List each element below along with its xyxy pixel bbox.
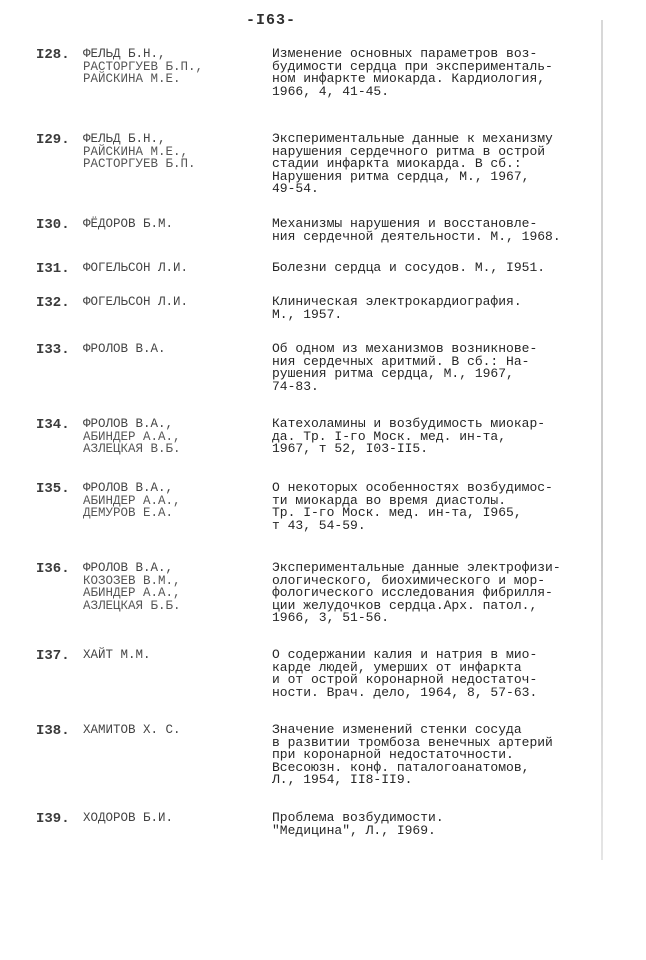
entry-reference bbox=[272, 48, 612, 98]
author-name: ХАМИТОВ Х. С. bbox=[83, 723, 181, 737]
reference-line: Л., 1954, II8-II9. bbox=[272, 772, 413, 787]
reference-line: ния сердечной деятельности. М., 1968. bbox=[272, 228, 561, 244]
reference-line: будимости сердца при эксперименталь- bbox=[272, 58, 553, 74]
reference-line: Тр. I-го Моск. мед. ин-та, I965, bbox=[272, 505, 522, 520]
entry-number: I33. bbox=[36, 342, 70, 358]
reference-line: при коронарной недостаточности. bbox=[272, 747, 514, 762]
entry-reference bbox=[272, 562, 612, 625]
author-name: ФЕЛЬД Б.Н., bbox=[83, 47, 166, 61]
author-name: КОЗОЗЕВ В.М., bbox=[83, 573, 181, 588]
entry-reference bbox=[272, 343, 612, 393]
entry-reference bbox=[272, 218, 612, 243]
reference-line: карде людей, умерших от инфаркта bbox=[272, 659, 522, 675]
reference-line: ния сердечных аритмий. В сб.: На- bbox=[272, 353, 530, 369]
author-name: АЗЛЕЦКАЯ В.Б. bbox=[83, 442, 181, 456]
entry-reference bbox=[272, 418, 612, 456]
reference-line: Катехоламины и возбудимость миокар- bbox=[272, 416, 546, 431]
reference-line: О некоторых особенностях возбудимос- bbox=[272, 480, 553, 495]
entry-authors bbox=[83, 133, 196, 171]
author-name: РАСТОРГУЕВ Б.П. bbox=[83, 157, 196, 171]
author-name: ХАЙТ М.М. bbox=[83, 648, 151, 662]
author-name: РАЙСКИНА М.Е., bbox=[83, 144, 189, 159]
reference-line: ном инфаркте миокарда. Кардиология, bbox=[272, 71, 546, 86]
reference-line: да. Тр. I-го Моск. мед. ин-та, bbox=[272, 428, 507, 444]
reference-line: М., 1957. bbox=[272, 306, 343, 322]
entry-reference bbox=[272, 724, 612, 787]
author-name: ФОГЕЛЬСОН Л.И. bbox=[83, 295, 189, 309]
reference-line: в развитии тромбоза венечных артерий bbox=[272, 734, 553, 750]
reference-line: ции желудочков сердца.Арх. патол., bbox=[272, 597, 538, 613]
page-number: -I63- bbox=[246, 12, 297, 29]
reference-line: Клиническая электрокардиография. bbox=[272, 294, 522, 309]
entry-authors bbox=[83, 812, 173, 825]
entry-authors bbox=[83, 418, 181, 456]
entry-number: I34. bbox=[36, 417, 70, 433]
reference-line: ти миокарда во время диастолы. bbox=[272, 492, 507, 508]
reference-line: Изменение основных параметров воз- bbox=[272, 46, 538, 61]
entry-authors bbox=[83, 48, 203, 86]
entry-authors bbox=[83, 262, 188, 275]
author-name: ФРОЛОВ В.А., bbox=[83, 481, 174, 495]
reference-line: Значение изменений стенки сосуда bbox=[272, 722, 522, 737]
entry-number: I28. bbox=[36, 47, 70, 63]
reference-line: фологического исследования фибрилля- bbox=[272, 585, 553, 600]
author-name: АБИНДЕР А.А., bbox=[83, 493, 181, 508]
entry-number: I32. bbox=[36, 295, 70, 311]
reference-line: ологического, биохимического и мор- bbox=[272, 572, 546, 588]
author-name: ДЕМУРОВ Е.А. bbox=[83, 506, 174, 520]
entry-reference bbox=[272, 296, 612, 321]
author-name: ФОГЕЛЬСОН Л.И. bbox=[83, 261, 189, 275]
reference-line: Нарушения ритма сердца, М., 1967, bbox=[272, 168, 530, 184]
reference-line: 1967, т 52, I03-II5. bbox=[272, 441, 429, 456]
entry-reference bbox=[272, 812, 612, 837]
entry-number: I39. bbox=[36, 811, 70, 827]
entry-reference bbox=[272, 262, 612, 275]
entry-number: I35. bbox=[36, 481, 70, 497]
reference-line: Механизмы нарушения и восстановле- bbox=[272, 216, 538, 231]
reference-line: 1966, 4, 41-45. bbox=[272, 83, 390, 99]
reference-line: Об одном из механизмов возникнове- bbox=[272, 341, 538, 356]
reference-line: Экспериментальные данные к механизму bbox=[272, 131, 553, 146]
entry-number: I36. bbox=[36, 561, 70, 577]
author-name: РАСТОРГУЕВ Б.П., bbox=[83, 59, 204, 74]
entry-number: I29. bbox=[36, 132, 70, 148]
author-name: АБИНДЕР А.А., bbox=[83, 429, 181, 444]
entry-reference bbox=[272, 482, 612, 532]
author-name: РАЙСКИНА М.Е. bbox=[83, 72, 181, 86]
entry-reference bbox=[272, 649, 612, 699]
reference-line: "Медицина", Л., I969. bbox=[272, 822, 436, 838]
author-name: АБИНДЕР А.А., bbox=[83, 586, 181, 600]
reference-line: Экспериментальные данные электрофизи- bbox=[272, 560, 561, 575]
entry-number: I30. bbox=[36, 217, 70, 233]
author-name: ХОДОРОВ Б.И. bbox=[83, 811, 174, 825]
entry-number: I31. bbox=[36, 261, 70, 277]
reference-line: Проблема возбудимости. bbox=[272, 810, 444, 825]
reference-line: О содержании калия и натрия в мио- bbox=[272, 647, 538, 662]
entry-authors bbox=[83, 343, 166, 356]
reference-line: стадии инфаркта миокарда. В сб.: bbox=[272, 156, 522, 171]
reference-line: и от острой коронарной недостаточ- bbox=[272, 672, 538, 687]
reference-line: 1966, 3, 51-56. bbox=[272, 610, 390, 625]
reference-line: 74-83. bbox=[272, 378, 319, 394]
author-name: АЗЛЕЦКАЯ Б.Б. bbox=[83, 598, 181, 613]
reference-line: Болезни сердца и сосудов. М., I951. bbox=[272, 260, 546, 275]
entry-authors bbox=[83, 562, 181, 612]
author-name: ФРОЛОВ В.А., bbox=[83, 561, 174, 575]
entry-authors bbox=[83, 482, 181, 520]
entry-authors bbox=[83, 649, 151, 662]
entry-authors bbox=[83, 218, 173, 231]
reference-line: нарушения сердечного ритма в острой bbox=[272, 143, 546, 159]
reference-line: ности. Врач. дело, 1964, 8, 57-63. bbox=[272, 684, 538, 700]
author-name: ФРОЛОВ В.А. bbox=[83, 342, 166, 356]
reference-line: т 43, 54-59. bbox=[272, 517, 366, 533]
reference-line: Всесоюзн. конф. паталогоанатомов, bbox=[272, 759, 530, 775]
entry-authors bbox=[83, 296, 188, 309]
entry-authors bbox=[83, 724, 181, 737]
author-name: ФРОЛОВ В.А., bbox=[83, 417, 174, 431]
entry-number: I37. bbox=[36, 648, 70, 664]
entry-reference bbox=[272, 133, 612, 196]
reference-line: рушения ритма сердца, М., 1967, bbox=[272, 366, 514, 381]
author-name: ФЁДОРОВ Б.М. bbox=[83, 217, 174, 231]
author-name: ФЕЛЬД Б.Н., bbox=[83, 132, 166, 146]
entry-number: I38. bbox=[36, 723, 70, 739]
reference-line: 49-54. bbox=[272, 181, 319, 196]
